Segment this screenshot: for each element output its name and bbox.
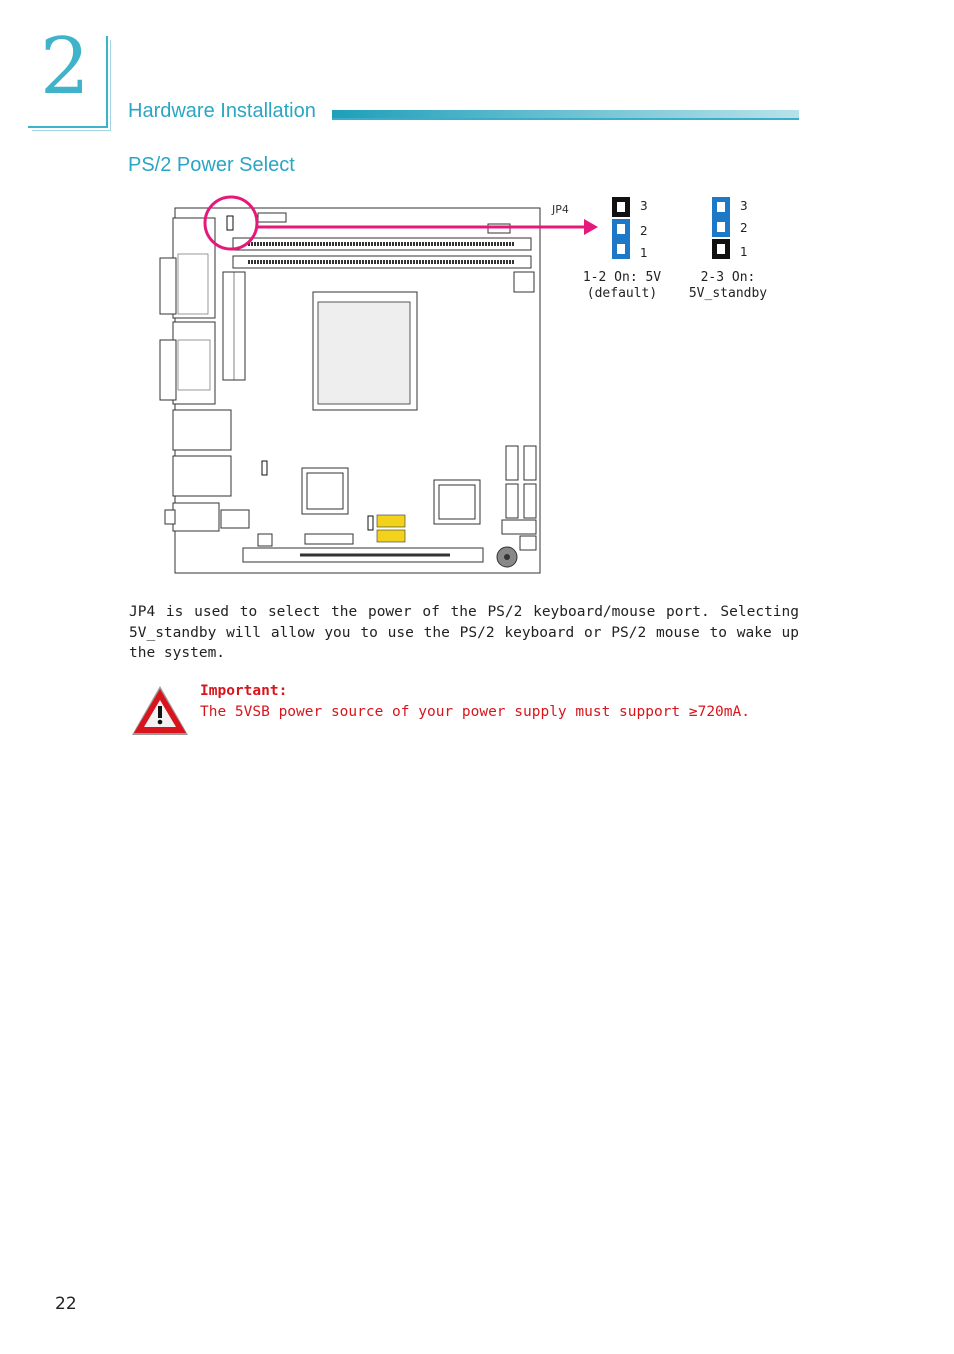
pin-number: 1 (740, 245, 748, 259)
body-paragraph: JP4 is used to select the power of the PS/2 keyboard/mouse port. Selecting 5V_standby will allow you to use the PS/2 keyboard or PS/2 mouse to wake up the system. (129, 604, 799, 661)
pin-number: 3 (640, 199, 648, 213)
jumper-setting-5v (610, 195, 632, 261)
title-bar-line (332, 118, 799, 120)
pin-number: 2 (740, 221, 748, 235)
important-title: Important: (200, 683, 288, 699)
caption-line: 5V_standby (688, 286, 768, 301)
pin-3 (612, 197, 630, 217)
pin-1 (712, 239, 730, 259)
warning-icon (130, 684, 190, 738)
caption-line: 2-3 On: (700, 270, 756, 285)
pin-1 (612, 239, 630, 259)
caption-line: (default) (586, 286, 658, 301)
pin-number: 2 (640, 224, 648, 238)
pin-number: 1 (640, 246, 648, 260)
page-number: 22 (55, 1294, 77, 1314)
pin-3 (712, 197, 730, 217)
pin-2 (612, 219, 630, 239)
section-title: PS/2 Power Select (128, 154, 295, 176)
caption-line: 1-2 On: 5V (582, 270, 662, 285)
jumper-caption-5v-standby (672, 270, 784, 302)
pin-number: 3 (740, 199, 748, 213)
important-text: The 5VSB power source of your power supply must support ≥720mA. (200, 704, 750, 720)
chapter-number: 2 (40, 22, 90, 112)
jumper-label: JP4 (552, 203, 569, 216)
jumper-caption-5v (566, 270, 678, 302)
motherboard-diagram (120, 190, 600, 590)
chapter-title: Hardware Installation (128, 100, 316, 122)
pin-2 (712, 217, 730, 237)
jumper-setting-5v-standby (710, 195, 732, 261)
